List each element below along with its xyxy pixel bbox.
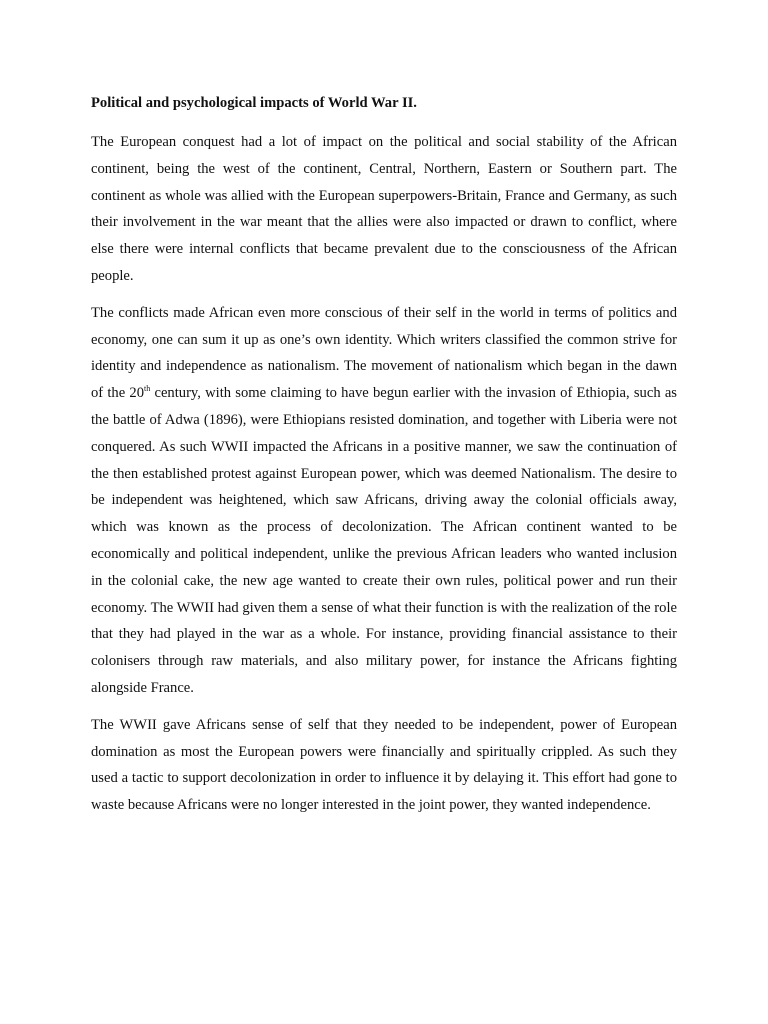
ordinal-superscript: th (144, 384, 151, 394)
paragraph-2-text-after: century, with some claiming to have begun earlier with the invasion of Ethiopia, such as the battle of Adwa (1896), were Ethiopians resisted domination, and together with Liberia were not conquered. As such WWII impacted the Africans in a positive manner, we saw the continuation of the then established protest against European power, which was deemed Nationalism. The desire to be independent was heightened, which saw Africans, driving away the colonial officials away, which was known as the process of decolonization. The African continent wanted to be economically and political independent, unlike the previous African leaders who wanted inclusion in the colonial cake, the new age wanted to create their own rules, political power and run their economy. The WWII had given them a sense of what their function is with the realization of the role that they had played in the war as a whole. For instance, providing financial assistance to their colonisers through raw materials, and also military power, for instance the Africans fighting alongside France. (91, 385, 677, 696)
document-body (91, 92, 677, 829)
paragraph-1: The European conquest had a lot of impact on the political and social stability of the African continent, being the west of the continent, Central, Northern, Eastern or Southern part. The continent as whole was allied with the European superpowers-Britain, France and Germany, as such their involvement in the war meant that the allies were also impacted or drawn to conflict, where else there were internal conflicts that became prevalent due to the consciousness of the African people. (91, 134, 677, 284)
paragraph-2 (91, 300, 677, 702)
paragraph-3: The WWII gave Africans sense of self that they needed to be independent, power of European domination as most the European powers were financially and spiritually crippled. As such they used a tactic to support decolonization in order to influence it by delaying it. This effort had gone to waste because Africans were no longer interested in the joint power, they wanted independence. (91, 716, 677, 814)
paragraph-2-text-before: The conflicts made African even more conscious of their self in the world in terms of politics and economy, one can sum it up as one’s own identity. Which writers classified the common strive for identity and independence as nationalism. The movement of nationalism which began in the dawn of the 20 (91, 304, 677, 402)
document-title: Political and psychological impacts of World War II. (91, 95, 417, 111)
